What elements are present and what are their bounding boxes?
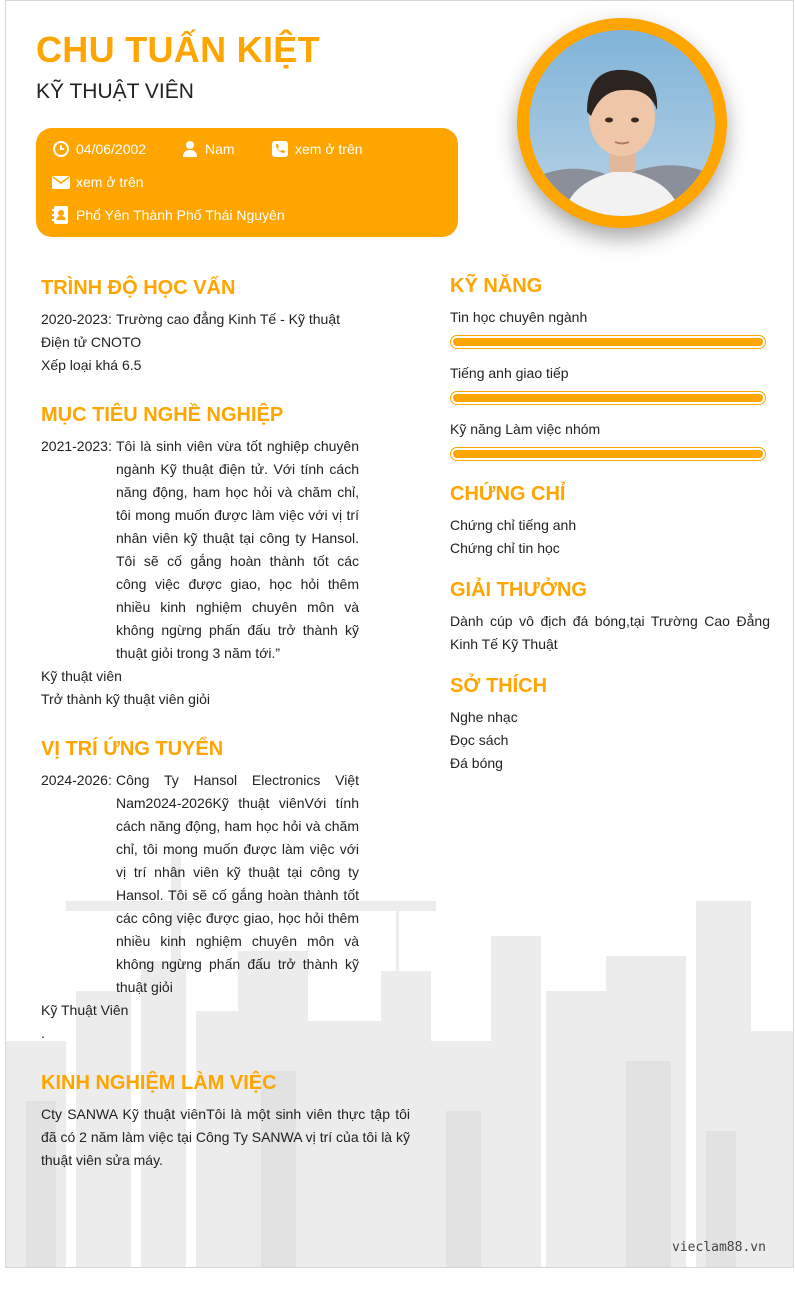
objective-goal: Trở thành kỹ thuật viên giỏi bbox=[41, 691, 210, 707]
profile-photo bbox=[529, 30, 715, 216]
email-value: xem ở trên bbox=[76, 174, 144, 190]
skill-label: Tin học chuyên ngành bbox=[450, 309, 588, 325]
skill-bar bbox=[450, 335, 766, 349]
education-major: Điện tử CNOTO bbox=[41, 334, 142, 350]
position-role: Kỹ Thuật Viên bbox=[41, 1002, 129, 1018]
position-entry bbox=[41, 769, 359, 999]
position-heading: VỊ TRÍ ỨNG TUYỂN bbox=[41, 738, 224, 760]
site-watermark: vieclam88.vn bbox=[672, 1240, 766, 1255]
address-book-icon bbox=[52, 206, 70, 224]
user-icon bbox=[181, 140, 199, 158]
experience-text: Cty SANWA Kỹ thuật viênTôi là một sinh viên thực tập tôi đã có 2 năm làm việc tại Công Ty SANWA vị trí của tôi là kỹ thuật viên sửa máy. bbox=[41, 1106, 410, 1168]
skill-bar-fill bbox=[453, 394, 763, 402]
gender-value: Nam bbox=[205, 141, 235, 157]
skill-label: Kỹ năng Làm việc nhóm bbox=[450, 421, 601, 437]
experience-heading: KINH NGHIỆM LÀM VIỆC bbox=[41, 1072, 277, 1094]
position-date: 2024-2026: bbox=[41, 772, 112, 788]
certificate-item: Chứng chỉ tin học bbox=[450, 540, 560, 556]
awards-text: Dành cúp vô địch đá bóng,tại Trường Cao Đẳng Kinh Tế Kỹ Thuật bbox=[450, 613, 770, 652]
skill-bar bbox=[450, 391, 766, 405]
objective-heading: MỤC TIÊU NGHỀ NGHIỆP bbox=[41, 404, 284, 426]
email-item bbox=[52, 173, 144, 191]
cv-page bbox=[5, 0, 794, 1268]
candidate-name: CHU TUẤN KIỆT bbox=[36, 29, 320, 70]
envelope-icon bbox=[52, 173, 70, 191]
clock-icon bbox=[52, 140, 70, 158]
address-item bbox=[52, 206, 285, 224]
position-note: . bbox=[41, 1025, 45, 1041]
education-grade: Xếp loại khá 6.5 bbox=[41, 357, 142, 373]
education-school: Trường cao đẳng Kinh Tế - Kỹ thuật bbox=[116, 311, 341, 327]
skill-label: Tiếng anh giao tiếp bbox=[450, 365, 569, 381]
education-heading: TRÌNH ĐỘ HỌC VẤN bbox=[41, 277, 236, 299]
education-date: 2020-2023: bbox=[41, 311, 112, 327]
certificates-heading: CHỨNG CHỈ bbox=[450, 483, 566, 505]
candidate-job-title: KỸ THUẬT VIÊN bbox=[36, 80, 194, 103]
hobby-item: Đá bóng bbox=[450, 755, 503, 771]
address-value: Phổ Yên Thành Phố Thái Nguyên bbox=[76, 207, 285, 223]
skills-heading: KỸ NĂNG bbox=[450, 275, 543, 297]
skill-bar bbox=[450, 447, 766, 461]
skill-bar-fill bbox=[453, 450, 763, 458]
birthdate-value: 04/06/2002 bbox=[76, 141, 147, 157]
objective-date: 2021-2023: bbox=[41, 438, 112, 454]
hobbies-heading: SỞ THÍCH bbox=[450, 675, 548, 697]
hobby-item: Đọc sách bbox=[450, 732, 509, 748]
objective-entry bbox=[41, 435, 359, 665]
contact-info-box bbox=[36, 128, 458, 237]
certificate-item: Chứng chỉ tiếng anh bbox=[450, 517, 577, 533]
phone-item bbox=[271, 140, 363, 158]
birthdate-item bbox=[52, 140, 146, 158]
education-entry bbox=[41, 308, 340, 331]
hobby-item: Nghe nhạc bbox=[450, 709, 518, 725]
skill-bar-fill bbox=[453, 338, 763, 346]
phone-icon bbox=[271, 140, 289, 158]
position-text: Công Ty Hansol Electronics Việt Nam2024-2026Kỹ thuật viênVới tính cách năng động, ham học hỏi và chăm chỉ, tôi mong muốn được làm việc với vị trí nhân viên kỹ thuật tại công ty Hansol. Tôi sẽ cố gắng hoàn thành tốt các công việc được giao, học hỏi thêm nhiều kinh nghiệm chuyên môn và không ngừng phấn đấu trở thành kỹ thuật giỏi bbox=[116, 772, 359, 995]
phone-value: xem ở trên bbox=[295, 141, 363, 157]
avatar bbox=[517, 18, 727, 228]
gender-item bbox=[181, 140, 235, 158]
objective-text: Tôi là sinh viên vừa tốt nghiệp chuyên ngành Kỹ thuật điện tử. Với tính cách năng động, ham học hỏi và chăm chỉ, tôi mong muốn được làm việc với vị trí nhân viên kỹ thuật tại công ty Hansol. Tôi sẽ cố gắng hoàn thành tốt các công việc được giao, học hỏi thêm nhiều kinh nghiệm chuyên môn và không ngừng phấn đấu trở thành kỹ thuật giỏi trong 3 năm tới.” bbox=[116, 438, 359, 661]
objective-role: Kỹ thuật viên bbox=[41, 668, 122, 684]
awards-heading: GIẢI THƯỞNG bbox=[450, 579, 587, 601]
